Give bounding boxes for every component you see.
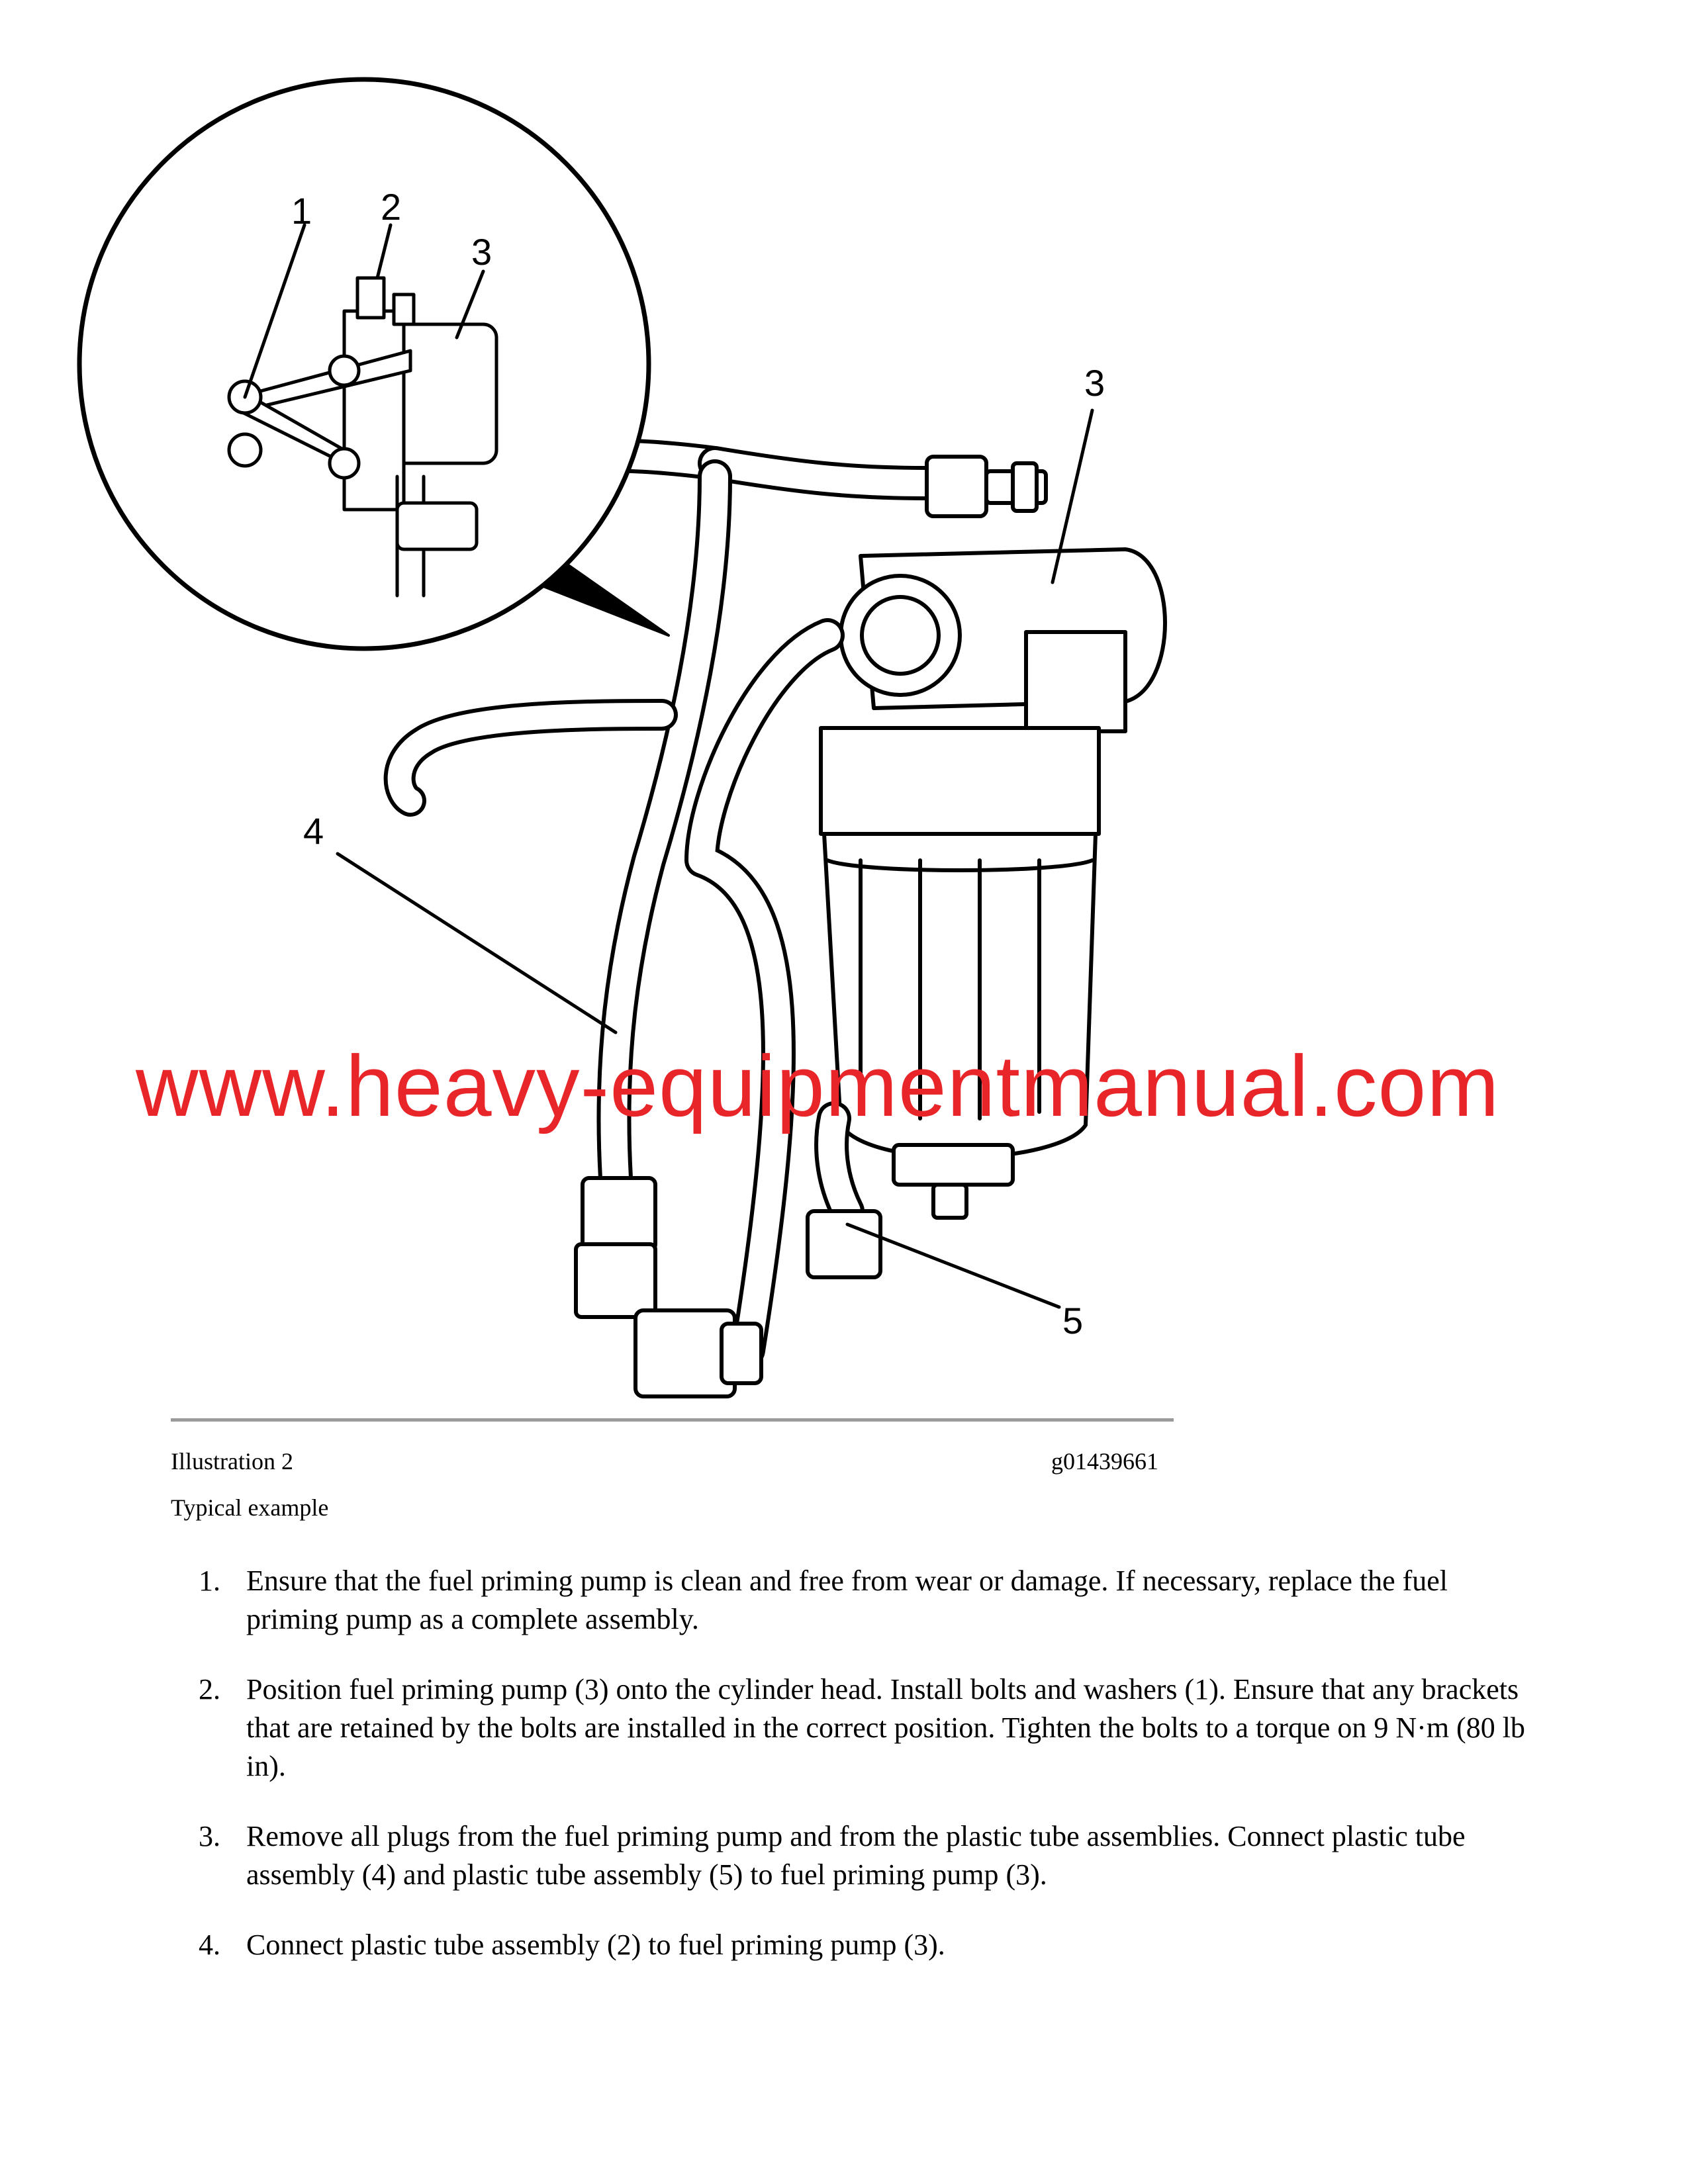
procedure-step: [199, 1817, 1536, 1894]
step-number: 4.: [199, 1929, 220, 1961]
step-text: Connect plastic tube assembly (2) to fuel priming pump (3).: [246, 1929, 945, 1961]
callout-main-5: 5: [1062, 1300, 1084, 1342]
step-number: 1.: [199, 1565, 220, 1597]
pump-side-block: [1026, 632, 1125, 731]
connector-5: [808, 1211, 880, 1277]
step-text: Ensure that the fuel priming pump is clean and free from wear or damage. If necessary, replace the fuel priming pump as a complete assembly.: [246, 1565, 1448, 1635]
filter-bowl-top: [821, 728, 1099, 834]
callout-main-3: 3: [1084, 362, 1105, 404]
procedure-step: [199, 1670, 1536, 1786]
step-number: 3.: [199, 1820, 220, 1852]
procedure-steps: [199, 1562, 1536, 1996]
step-text: Position fuel priming pump (3) onto the cylinder head. Install bolts and washers (1). Ensure that any brackets that are retained by the bolts are installed in the correct position. Tighten the bolts to a torque on 9 N·m (80 lb in).: [246, 1673, 1525, 1782]
upper-fitting: [927, 457, 986, 516]
procedure-step: [199, 1562, 1536, 1639]
illustration-code: g01439661: [1051, 1448, 1158, 1475]
watermark-url: www.heavy-equipmentmanual.com: [136, 1037, 1500, 1134]
callout-inset-1: 1: [291, 190, 312, 232]
illustration-label: Illustration 2: [171, 1448, 293, 1475]
filter-drain: [894, 1145, 1013, 1185]
callout-inset-2: 2: [381, 186, 402, 228]
step-number: 2.: [199, 1673, 220, 1706]
procedure-step: [199, 1926, 1536, 1964]
callout-main-4: 4: [303, 810, 324, 852]
leader-4: [338, 854, 616, 1032]
connector-4: [583, 1178, 655, 1251]
illustration-subtitle: Typical example: [171, 1494, 329, 1521]
step-text: Remove all plugs from the fuel priming pump and from the plastic tube assemblies. Connect plastic tube assembly (4) and plastic tube assembly (5) to fuel priming pump (3).: [246, 1820, 1466, 1891]
caption-divider: [171, 1418, 1174, 1422]
callout-inset-3: 3: [471, 231, 492, 273]
